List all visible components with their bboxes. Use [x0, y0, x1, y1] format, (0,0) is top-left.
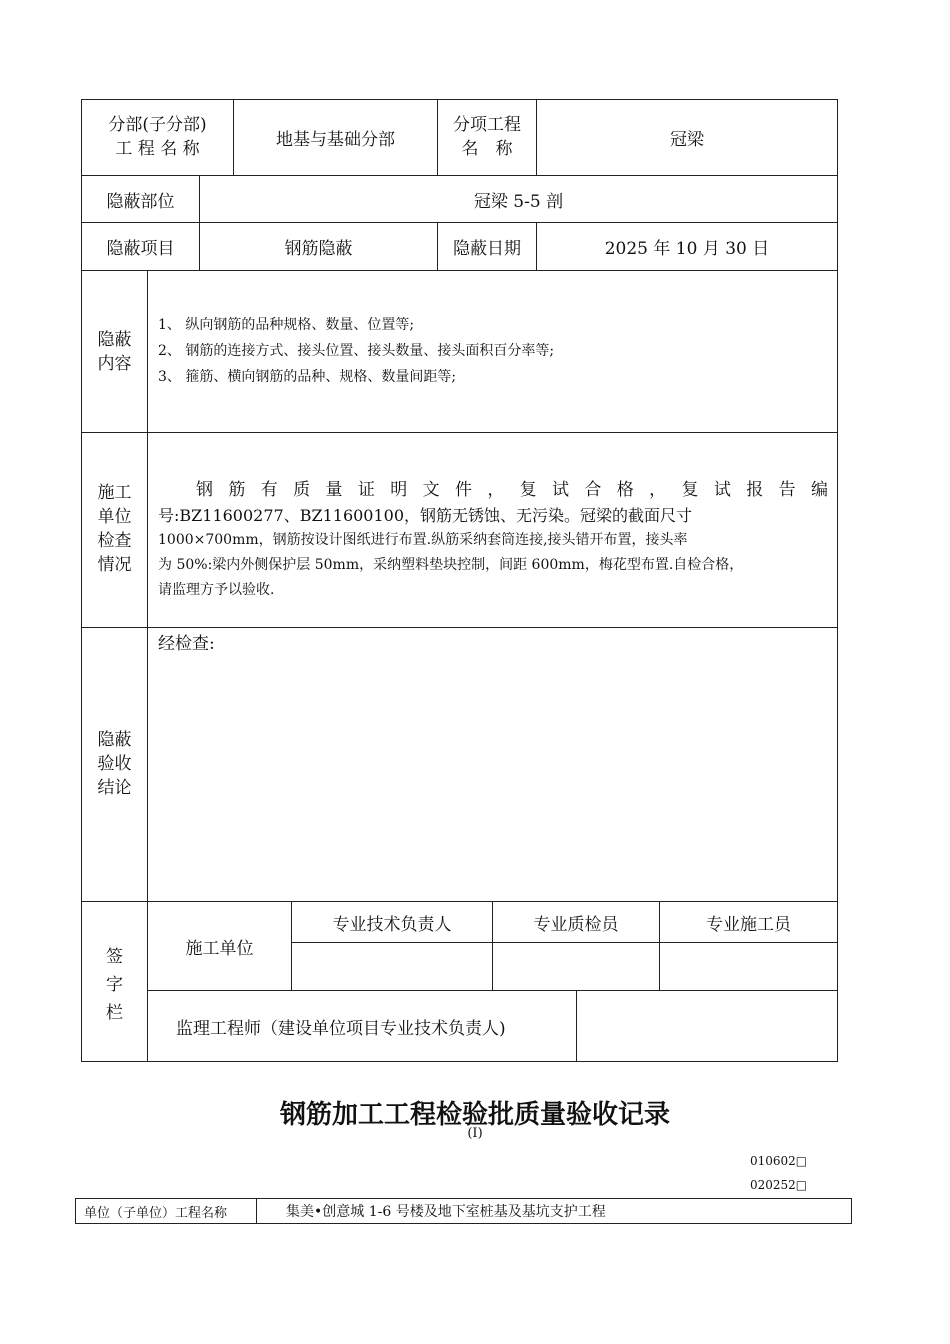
check-label: 施工 单位 检查 情况 — [97, 483, 132, 575]
conclusion-label: 隐蔽 验收 结论 — [97, 730, 132, 798]
hidden-date-label: 隐蔽日期 — [453, 239, 521, 259]
check-line: 1000×700mm，钢筋按设计图纸进行布置.纵筋采纳套筒连接,接头错开布置，接头率 — [158, 532, 688, 548]
quality-inspector-label: 专业质检员 — [533, 914, 619, 935]
page-subtitle: (Ⅰ) — [467, 1126, 483, 1141]
check-line: 为 50%:梁内外侧保护层 50mm，采纳塑料垫块控制，间距 600mm，梅花型布置.自检合格， — [158, 557, 744, 573]
check-text — [158, 478, 828, 603]
tech-lead-label: 专业技术负责人 — [332, 914, 452, 935]
construction-unit-label: 施工单位 — [185, 938, 254, 959]
hidden-date-value: 2025 年 10 月 30 日 — [604, 239, 770, 259]
sign-label: 签 字 栏 — [106, 947, 123, 1023]
content-label: 隐蔽 内容 — [97, 330, 132, 374]
hidden-part-value: 冠梁 5-5 剖 — [473, 191, 564, 212]
sub-division-value: 地基与基础分部 — [276, 130, 395, 150]
check-line: 请监理方予以验收. — [158, 582, 275, 598]
item-label: 分项工程 名 称 — [453, 115, 521, 159]
unit-name-label: 单位（子单位）工程名称 — [84, 1206, 228, 1221]
item-value: 冠梁 — [670, 130, 704, 150]
list-item: 3、 箍筋、横向钢筋的品种、规格、数量间距等; — [158, 369, 457, 385]
check-line: 钢筋有质量证明文件，复试合格，复试报告编 — [196, 480, 828, 500]
hidden-item-value: 钢筋隐蔽 — [284, 239, 353, 259]
hidden-part-label: 隐蔽部位 — [106, 191, 175, 212]
list-item: 1、 纵向钢筋的品种规格、数量、位置等; — [158, 317, 415, 333]
hidden-item-label: 隐蔽项目 — [106, 239, 175, 259]
form-code-2: 020252□ — [750, 1178, 808, 1192]
content-list — [158, 312, 828, 390]
conclusion-text: 经检查: — [158, 634, 215, 654]
form-code-1: 010602□ — [750, 1154, 808, 1168]
check-line: 号:BZ11600277、BZ11600100，钢筋无锈蚀、无污染。冠梁的截面尺寸 — [158, 506, 693, 525]
construction-worker-label: 专业施工员 — [706, 914, 791, 935]
supervisor-label: 监理工程师（建设单位项目专业技术负责人) — [176, 1019, 506, 1039]
unit-name-value: 集美•创意城 1-6 号楼及地下室桩基及基坑支护工程 — [286, 1204, 606, 1220]
sub-division-label: 分部(子分部) 工 程 名 称 — [108, 115, 207, 159]
page-title: 钢筋加工工程检验批质量验收记录 — [279, 1100, 670, 1130]
list-item: 2、 钢筋的连接方式、接头位置、接头数量、接头面积百分率等; — [158, 343, 555, 359]
